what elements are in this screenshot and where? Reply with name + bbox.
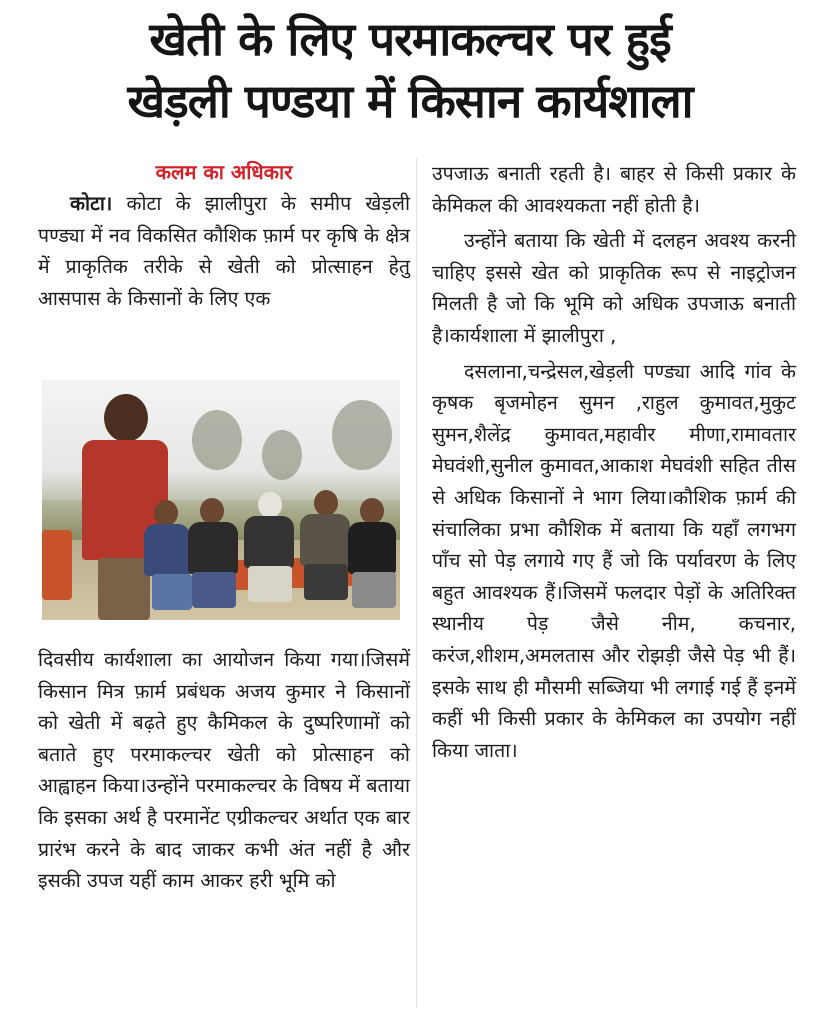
seated-farmer — [238, 492, 300, 612]
seated-farmer — [342, 498, 400, 618]
workshop-photo — [42, 380, 400, 620]
tree-shape — [332, 400, 392, 470]
right-paragraph-3: दसलाना,चन्द्रेसल,खेड़ली पण्ड्या आदि गांव के कृषक बृजमोहन सुमन ,राहुल कुमावत,मुकुट सुमन,शैलेंद्र कुमावत,महावीर मीणा,रामावतार मेघवंशी,सुनील कुमावत,आकाश मेघवंशी सहित तीस से अधिक किसानों ने भाग लिया।कौशिक फ़ार्म की संचालिका प्रभा कौशिक में बताया कि यहाँ लगभग पाँच सो पेड़ लगाये गए हैं जो कि पर्यावरण के लिए बहुत आवश्यक हैं।जिसमें फलदार पेड़ों के अतिरिक्त स्थानीय पेड़ जैसे नीम, कचनार, करंज,शीशम,अमलतास और रोझड़ी जैसे पेड़ भी हैं।इसके साथ ही मौसमी सब्जिया भी लगाई गई हैं इनमें कहीं भी किसी प्रकार के केमिकल का उपयोग नहीं किया जाता। — [432, 359, 796, 762]
dateline: कोटा। — [70, 192, 113, 215]
headline-line-1: खेती के लिए परमाकल्चर पर हुई — [149, 12, 671, 66]
column-divider — [416, 158, 417, 1008]
intro-paragraph — [38, 188, 410, 314]
left-column-continued — [38, 644, 410, 897]
intro-text: कोटा के झालीपुरा के समीप खेड़ली पण्ड्या में नव विकसित कौशिक फ़ार्म पर कृषि के क्षेत्र में प्राकृतिक तरीके से खेती को प्रोत्साहन हेतु आसपास के किसानों के लिए एक — [38, 192, 411, 310]
left-column — [38, 158, 410, 314]
seated-farmer — [182, 498, 244, 618]
tree-shape — [262, 430, 302, 480]
right-column — [432, 158, 796, 766]
tree-shape — [192, 410, 242, 470]
byline: कलम का अधिकार — [155, 160, 293, 184]
right-paragraph-1: उपजाऊ बनाती रहती है। बाहर से किसी प्रकार के केमिकल की आवश्यकता नहीं होती है। — [432, 162, 796, 217]
headline-line-2: खेड़ली पण्डया में किसान कार्यशाला — [127, 74, 693, 128]
headline — [0, 8, 820, 132]
left-continued-paragraph: दिवसीय कार्यशाला का आयोजन किया गया।जिसमें किसान मित्र फ़ार्म प्रबंधक अजय कुमार ने किसानों को खेती में बढ़ते हुए कैमिकल के दुष्परिणामों को बताते हुए परमाकल्चर खेती को प्रोत्साहन को आह्वाहन किया।उन्होंने परमाकल्चर के विषय में बताया कि इसका अर्थ है परमानेंट एग्रीकल्चर अर्थात एक बार प्रारंभ करने के बाद जाकर कभी अंत नहीं है और इसकी उपज यहीं काम आकर हरी भूमि को — [38, 648, 410, 893]
right-paragraph-2: उन्होंने बताया कि खेती में दलहन अवश्य करनी चाहिए इससे खेत को प्राकृतिक रूप से नाइट्रोजन मिलती है जो कि भूमि को अधिक उपजाऊ बनाती है।कार्यशाला में झालीपुरा , — [432, 229, 796, 347]
